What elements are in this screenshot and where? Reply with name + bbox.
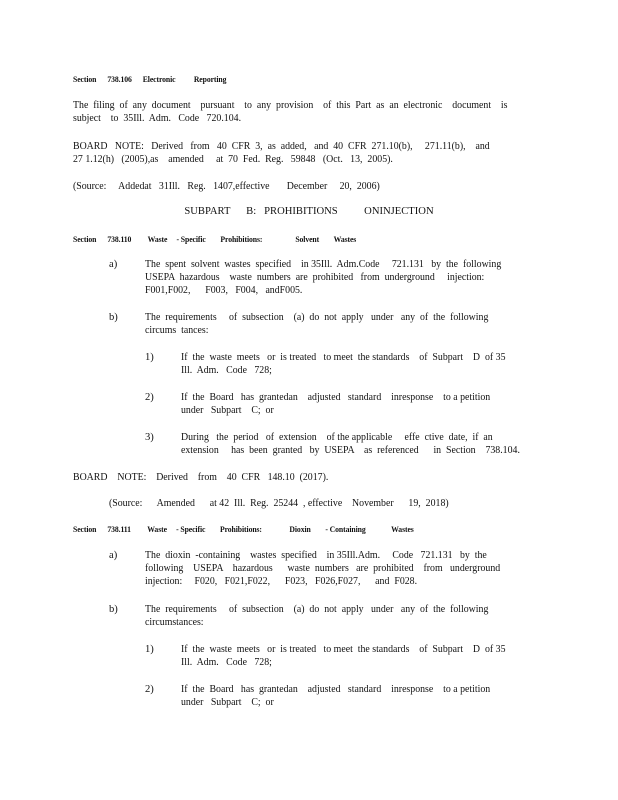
section-738-106-board-note-line-1: BOARD NOTE: Derived from 40 CFR 3, as added, and 40 CFR 271.10(b), 271.11(b), and (73, 141, 490, 152)
section-738-111-heading: Section 738.111 Waste - Specific Prohibitions: Dioxin - Containing Wastes (73, 525, 414, 534)
item-a-line-3: injection: F020, F021,F022, F023, F026,F027, and F028. (145, 576, 418, 587)
subitem-2-line-1: If the Board has grantedan adjusted standard inresponse to a petition (181, 684, 491, 695)
item-b-line-1: The requirements of subsection (a) do not apply under any of the following (145, 604, 489, 615)
item-b-label: b) (109, 604, 118, 615)
section-738-106-board-note-line-2: 27 1.12(h) (2005),as amended at 70 Fed. Reg. 59848 (Oct. 13, 2005). (73, 154, 393, 165)
subitem-2-line-2: under Subpart C; or (181, 697, 274, 708)
subitem-2-label: 2) (145, 392, 154, 403)
item-a-line-2: USEPA hazardous waste numbers are prohibited from underground injection: (145, 272, 485, 283)
section-738-106-heading: Section 738.106 Electronic Reporting (73, 75, 227, 84)
section-738-106-source: (Source: Addedat 31Ill. Reg. 1407,effective December 20, 2006) (73, 181, 380, 192)
subitem-1-label: 1) (145, 644, 154, 655)
subitem-2-line-1: If the Board has grantedan adjusted standard inresponse to a petition (181, 392, 491, 403)
item-b-line-1: The requirements of subsection (a) do not apply under any of the following (145, 312, 489, 323)
section-738-106-body-line-2: subject to 35Ill. Adm. Code 720.104. (73, 113, 242, 124)
subitem-2-label: 2) (145, 684, 154, 695)
section-738-110-source: (Source: Amended at 42 Ill. Reg. 25244 , effective November 19, 2018) (109, 498, 449, 509)
section-738-110-heading: Section 738.110 Waste - Specific Prohibitions: Solvent Wastes (73, 235, 357, 244)
subitem-1-line-2: Ill. Adm. Code 728; (181, 657, 272, 668)
subitem-1-line-1: If the waste meets or is treated to meet the standards of Subpart D of 35 (181, 644, 506, 655)
item-a-line-2: following USEPA hazardous waste numbers are prohibited from underground (145, 563, 501, 574)
item-a-label: a) (109, 259, 118, 270)
subitem-2-line-2: under Subpart C; or (181, 405, 274, 416)
subitem-3-line-2: extension has been granted by USEPA as referenced in Section 738.104. (181, 445, 520, 456)
item-a-line-3: F001,F002, F003, F004, andF005. (145, 285, 303, 296)
subitem-3-line-1: During the period of extension of the applicable effe ctive date, if an (181, 432, 493, 443)
subitem-3-label: 3) (145, 432, 154, 443)
section-738-110-board-note: BOARD NOTE: Derived from 40 CFR 148.10 (2017). (73, 472, 329, 483)
subitem-1-line-1: If the waste meets or is treated to meet the standards of Subpart D of 35 (181, 352, 506, 363)
subitem-1-label: 1) (145, 352, 154, 363)
item-a-label: a) (109, 550, 118, 561)
item-b-line-2: circumstances: (145, 617, 204, 628)
item-b-line-2: circums tances: (145, 325, 209, 336)
item-a-line-1: The dioxin -containing wastes specified in 35Ill.Adm. Code 721.131 by the (145, 550, 487, 561)
subitem-1-line-2: Ill. Adm. Code 728; (181, 365, 272, 376)
section-738-106-body-line-1: The filing of any document pursuant to any provision of this Part as an electronic document is (73, 100, 508, 111)
subpart-b-title: SUBPART B: PROHIBITIONS ONINJECTION (184, 206, 434, 217)
item-b-label: b) (109, 312, 118, 323)
item-a-line-1: The spent solvent wastes specified in 35Ill. Adm.Code 721.131 by the following (145, 259, 502, 270)
